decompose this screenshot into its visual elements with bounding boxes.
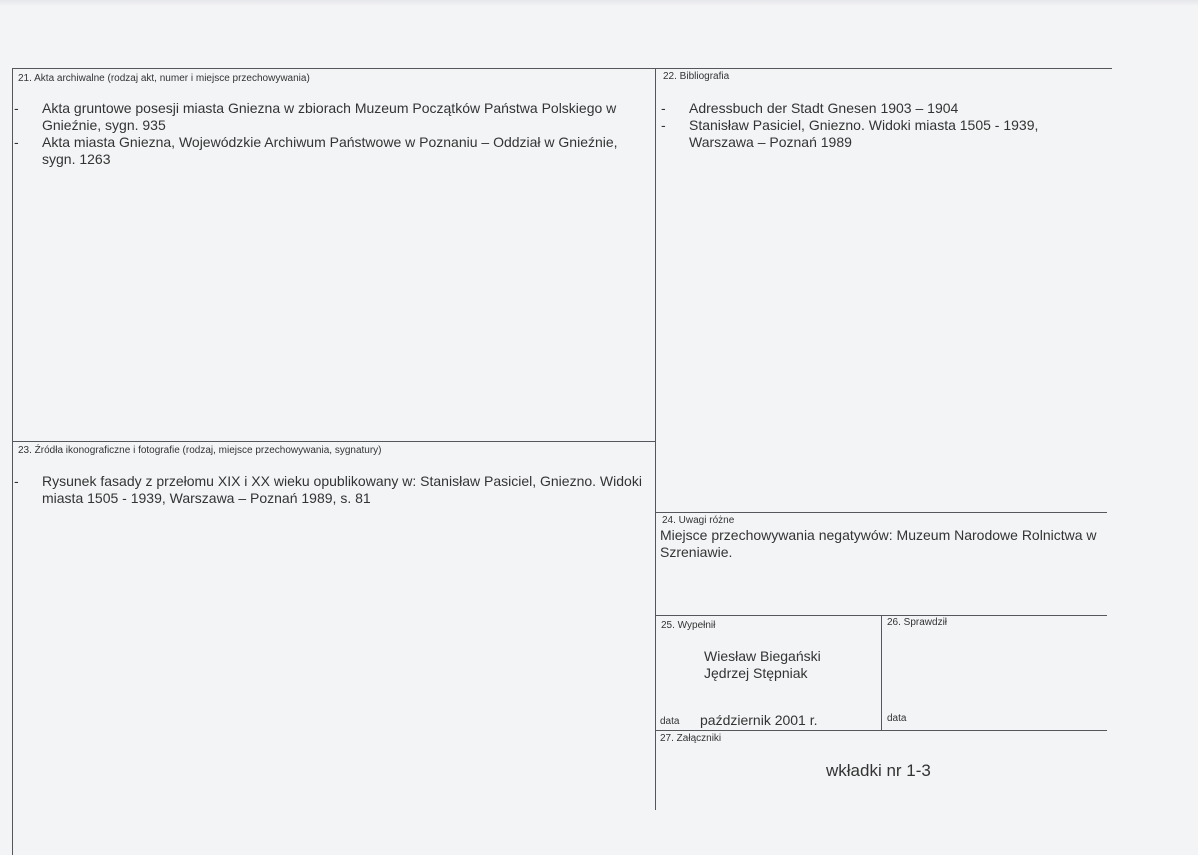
list-item bbox=[14, 134, 644, 168]
section-27-label: 27. Załączniki bbox=[660, 733, 722, 744]
section-26-date-label: data bbox=[887, 713, 907, 724]
item-text: Akta miasta Gniezna, Wojewódzkie Archiwum Państwowe w Poznaniu – Oddział w Gnieźnie, sygn. 1263 bbox=[42, 134, 618, 167]
item-text: Adressbuch der Stadt Gnesen 1903 – 1904 bbox=[689, 100, 959, 116]
section-25-date: październik 2001 r. bbox=[700, 712, 818, 728]
section-22-list bbox=[661, 100, 1081, 151]
section-22-label: 22. Bibliografia bbox=[663, 71, 730, 82]
list-item bbox=[661, 117, 1081, 151]
section-21-label: 21. Akta archiwalne (rodzaj akt, numer i miejsce przechowywania) bbox=[18, 73, 310, 84]
bullet-dash: - bbox=[661, 100, 666, 116]
list-item bbox=[661, 100, 1081, 117]
scan-edge bbox=[0, 0, 1198, 6]
section-24-text: Miejsce przechowywania negatywów: Muzeum Narodowe Rolnictwa w Szreniawie. bbox=[660, 527, 1097, 560]
list-item bbox=[14, 100, 644, 134]
item-text: Stanisław Pasiciel, Gniezno. Widoki miasta 1505 - 1939, Warszawa – Poznań 1989 bbox=[689, 117, 1039, 150]
top-rule bbox=[12, 68, 1112, 69]
section-24-label: 24. Uwagi różne bbox=[662, 515, 735, 526]
item-text: Rysunek fasady z przełomu XIX i XX wieku opublikowany w: Stanisław Pasiciel, Gniezno. Widoki miasta 1505 - 1939, Warszawa – Poznań 1989, s. 81 bbox=[42, 473, 642, 506]
section-21-list bbox=[14, 100, 644, 168]
left-border bbox=[12, 68, 13, 855]
bullet-dash: - bbox=[14, 100, 19, 116]
bullet-dash: - bbox=[661, 117, 666, 133]
section-25-names bbox=[704, 648, 821, 682]
section-25-date-label: data bbox=[660, 716, 680, 727]
section-25-label: 25. Wypełnił bbox=[661, 620, 716, 631]
section-23-label: 23. Źródła ikonograficzne i fotografie (rodzaj, miejsce przechowywania, sygnatury) bbox=[18, 445, 382, 456]
section-23-list bbox=[14, 473, 654, 507]
rule-23 bbox=[12, 441, 655, 442]
list-item bbox=[14, 473, 654, 507]
section-27-text: wkładki nr 1-3 bbox=[826, 761, 931, 780]
divider-25-26 bbox=[881, 615, 882, 730]
rule-24 bbox=[655, 512, 1107, 513]
bullet-dash: - bbox=[14, 134, 19, 150]
rule-27 bbox=[655, 730, 1107, 731]
filler-name: Wiesław Biegański bbox=[704, 648, 821, 664]
middle-divider bbox=[655, 68, 656, 810]
filler-name: Jędrzej Stępniak bbox=[704, 665, 808, 681]
item-text: Akta gruntowe posesji miasta Gniezna w zbiorach Muzeum Początków Państwa Polskiego w Gnieźnie, sygn. 935 bbox=[42, 100, 617, 133]
section-26-label: 26. Sprawdził bbox=[887, 617, 948, 628]
bullet-dash: - bbox=[14, 473, 19, 489]
